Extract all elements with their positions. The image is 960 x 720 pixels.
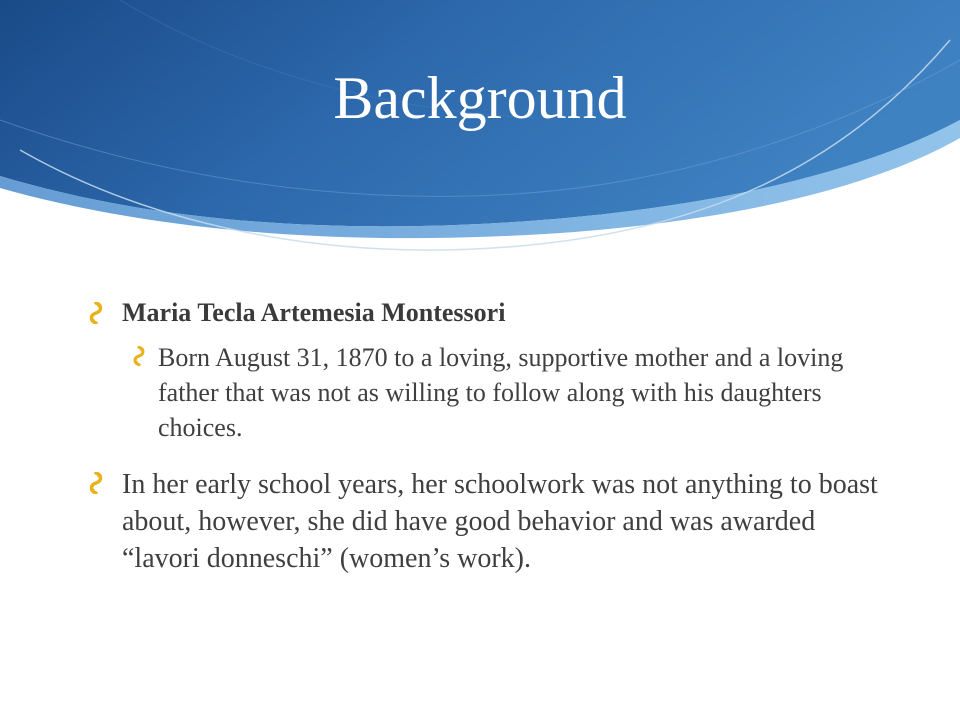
slide-title: Background: [333, 65, 627, 131]
bullet-text: Born August 31, 1870 to a loving, supportive mother and a loving father that was not as willing to follow along with his daughters choices.: [158, 343, 844, 442]
bullet-item-birth: [132, 340, 892, 445]
bullet-text: In her early school years, her schoolwork was not anything to boast about, however, she did have good behavior and was awarded “lavori donneschi” (women’s work).: [122, 469, 878, 574]
flourish-bullet-icon: [88, 302, 104, 324]
bullet-text: Maria Tecla Artemesia Montessori: [122, 298, 506, 327]
bullet-item-school-years: [88, 466, 888, 577]
bullet-item-name: [88, 296, 888, 330]
flourish-bullet-icon: [132, 346, 146, 366]
header-wave-graphic: [0, 0, 960, 280]
flourish-bullet-icon: [88, 472, 104, 494]
